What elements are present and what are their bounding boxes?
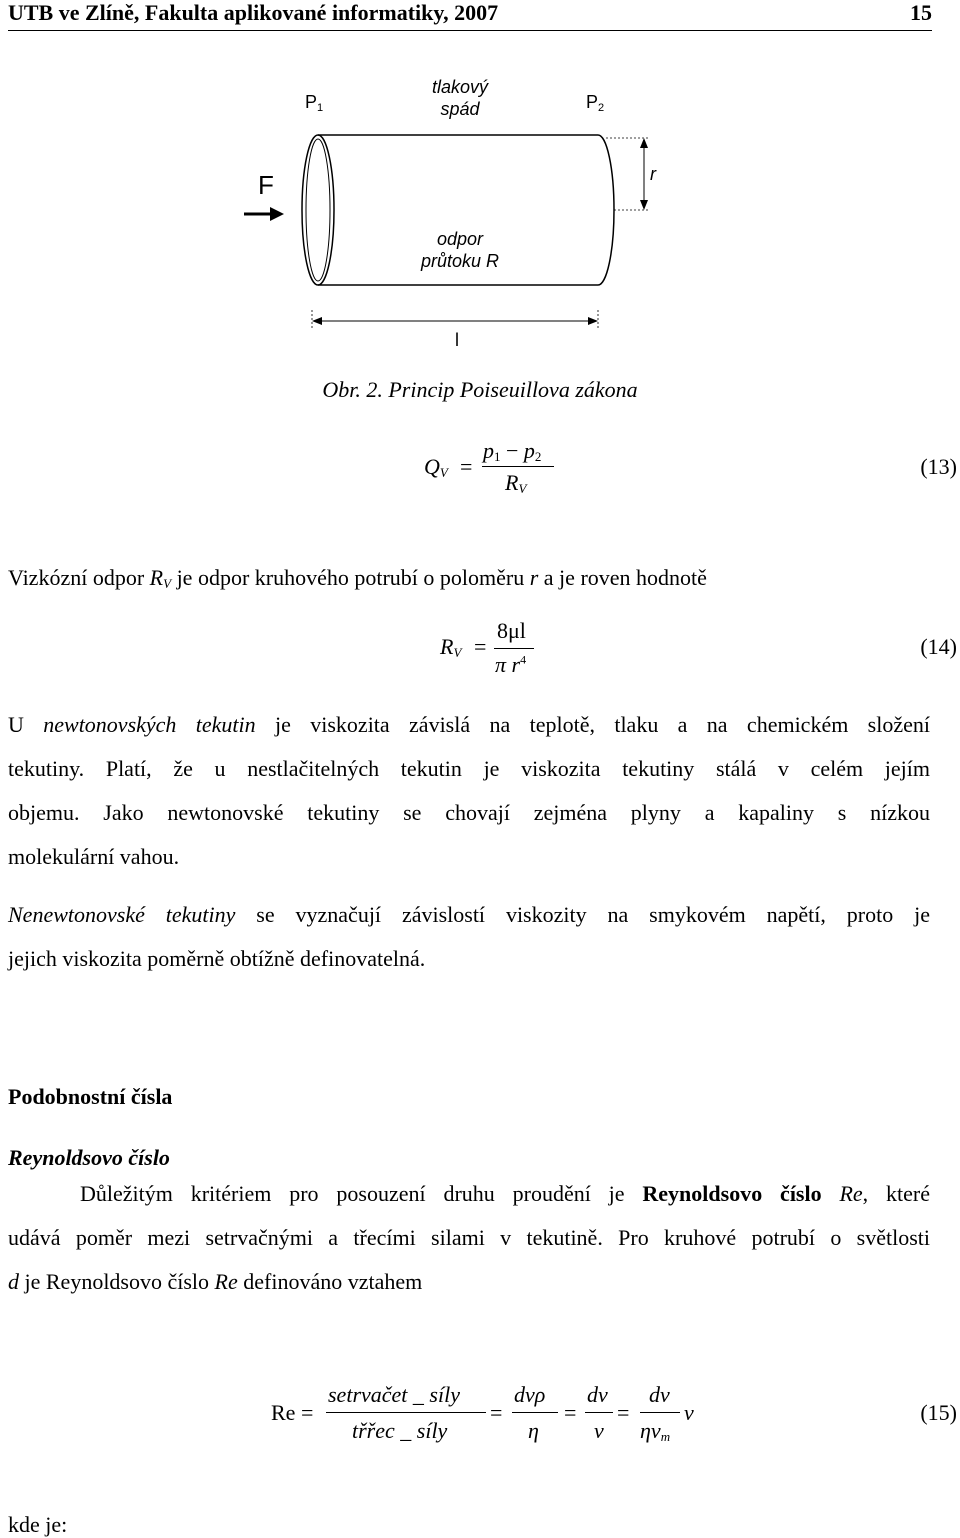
- eq13-fraction-bar: [482, 466, 554, 467]
- force-arrow-head: [270, 207, 284, 221]
- paragraph-viscous-resistance: Vizkózní odpor $R_V$ je odpor kruhového potrubí o poloměru r a je roven hodnotě: [8, 565, 707, 591]
- length-arrow-head-left: [312, 317, 322, 325]
- label-flow-resistance: odpor průtoku R: [420, 229, 500, 271]
- header-title: UTB ve Zlíně, Fakulta aplikované informatiky, 2007: [8, 0, 499, 25]
- paragraph-non-newtonian-fluids: Nenewtonovské tekutiny se vyznačují závislostí viskozity na smykovém napětí, proto je jejich viskozita poměrně obtížně definovatelná.: [8, 902, 930, 971]
- eq15-fraction-bar-4: [640, 1412, 680, 1413]
- page-number: 15: [910, 0, 932, 25]
- subsection-heading: Reynoldsovo číslo: [8, 1145, 170, 1170]
- radius-arrow-head-bottom: [640, 200, 648, 210]
- section-heading: Podobnostní čísla: [8, 1084, 173, 1109]
- pipe-left-end-inner: [306, 139, 330, 281]
- eq14-fraction-bar: [494, 648, 534, 649]
- label-pressure-gradient: tlakový spád: [431, 77, 489, 119]
- equation-number-14: (14): [920, 634, 957, 659]
- eq15-fraction-bar-1: [326, 1412, 486, 1413]
- page-header: [8, 0, 932, 31]
- pipe-left-end-outer: [302, 135, 334, 285]
- eq15-fraction-bar-3: [585, 1412, 613, 1413]
- radius-arrow-head-top: [640, 138, 648, 148]
- pipe-right-end: [598, 135, 614, 285]
- equation-number-15: (15): [920, 1400, 957, 1425]
- label-force: F: [258, 170, 274, 200]
- label-length: l: [455, 330, 459, 350]
- where-label: kde je:: [8, 1512, 68, 1537]
- length-arrow-head-right: [588, 317, 598, 325]
- eq15-fraction-bar-2: [512, 1412, 558, 1413]
- paragraph-reynolds-number: Důležitým kritériem pro posouzení druhu proudění je Reynoldsovo číslo Re, které udává poměr mezi setrvačnými a třecími silami v tekutině. Pro kruhové potrubí o světlosti d je Reynoldsovo číslo Re definováno vztahem: [8, 1181, 930, 1294]
- figure-caption: Obr. 2. Princip Poiseuillova zákona: [322, 377, 638, 402]
- equation-15: Re = setrvačet _ síly třřec _ síly = dvρ η = dv ν = dv $\eta v_m$ v (15): [271, 1382, 957, 1444]
- equation-number-13: (13): [920, 454, 957, 479]
- equation-13: $Q_V$ = $p_1 - p_2$ $R_V$ (13): [424, 438, 957, 496]
- paragraph-newtonian-fluids: U newtonovských tekutin je viskozita závislá na teplotě, tlaku a na chemickém složení tekutiny. Platí, že u nestlačitelných tekutin je viskozita tekutiny stálá v celém jejím objemu. Jako newtonovské tekutiny se chovají zejména plyny a kapaliny s nízkou molekulární vahou.: [8, 712, 930, 869]
- label-p1: $P_1$: [305, 92, 324, 114]
- label-radius: r: [650, 164, 656, 184]
- equation-14: $R_V$ = 8μl π $r^4$ (14): [440, 618, 957, 677]
- poiseuille-figure: [0, 60, 960, 360]
- label-p2: $P_2$: [586, 92, 605, 114]
